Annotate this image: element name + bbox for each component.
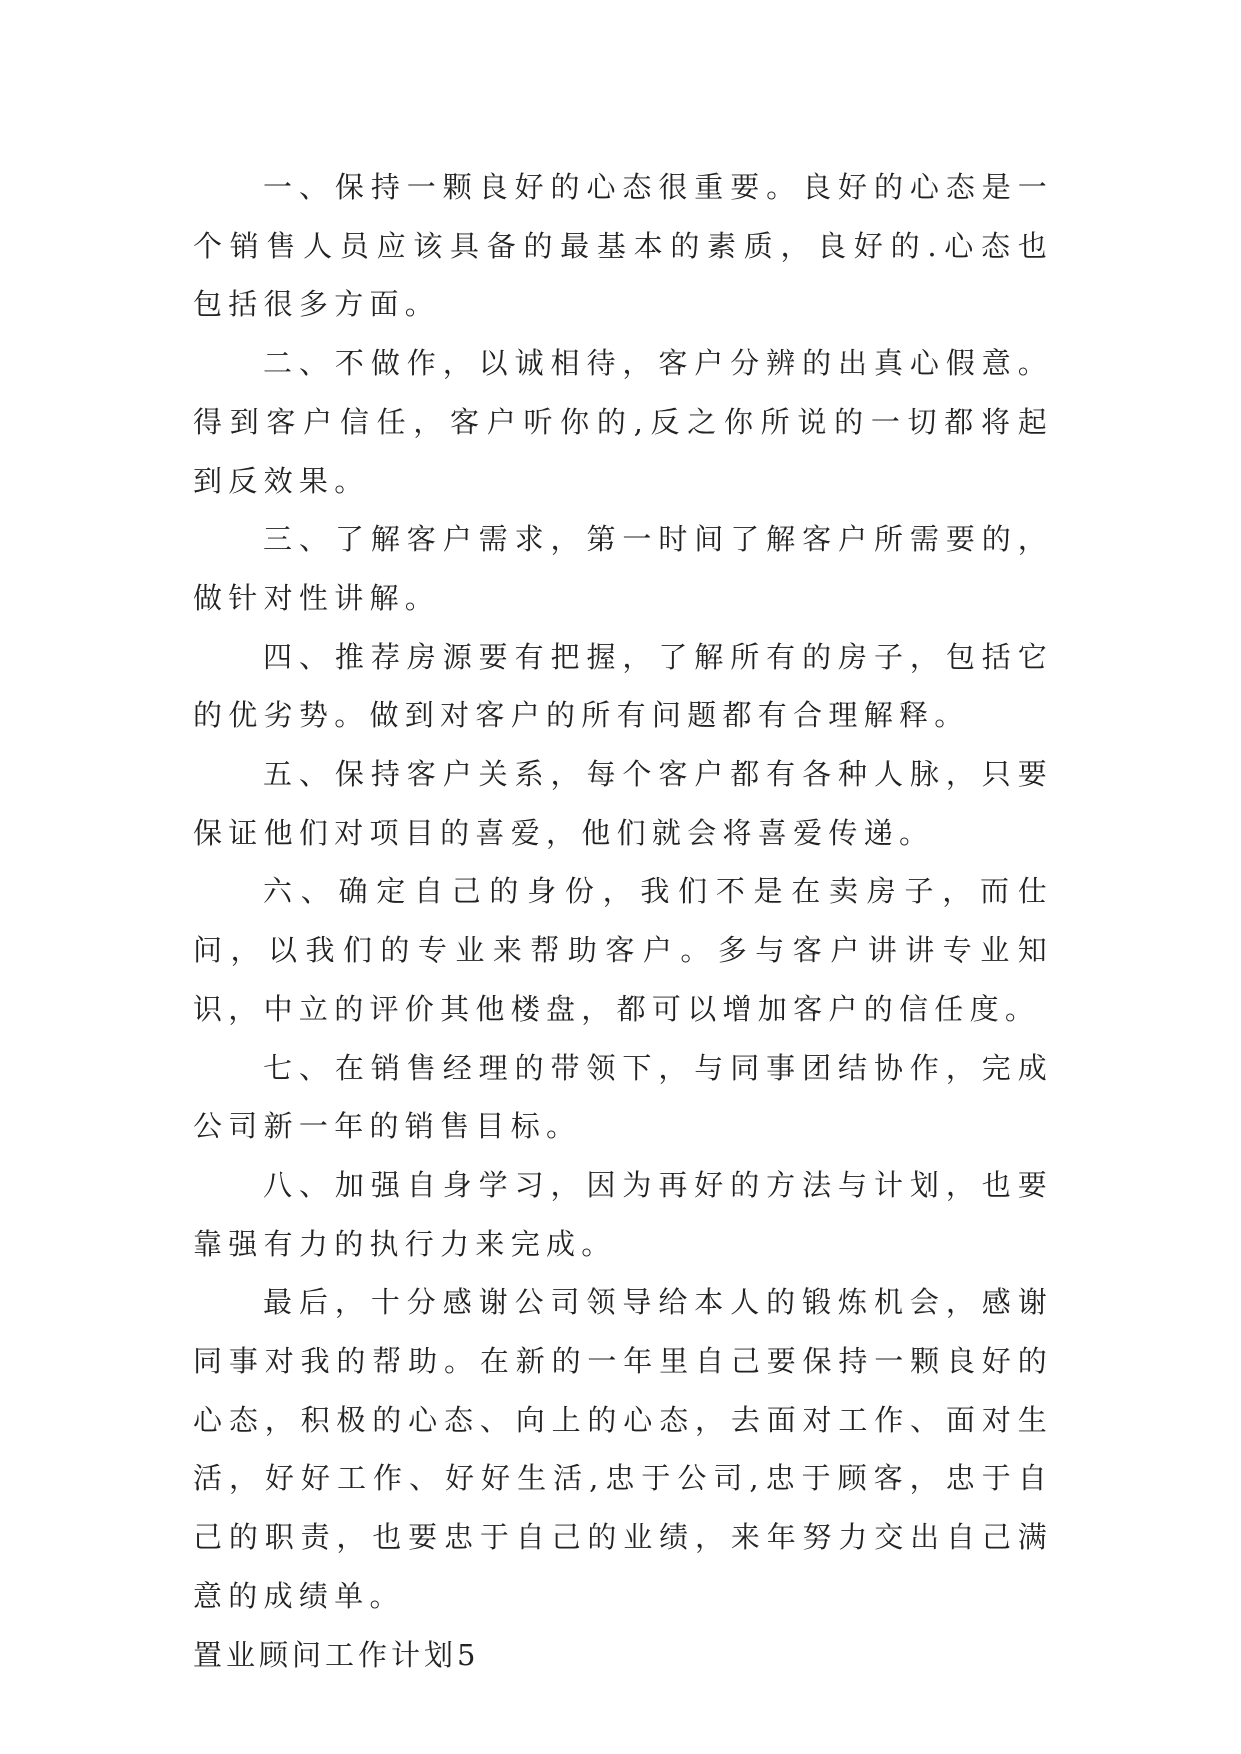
- section-heading: 置业顾问工作计划5: [193, 1637, 480, 1672]
- document-body: [193, 158, 1053, 1684]
- paragraph-closing: 最后，十分感谢公司领导给本人的锻炼机会，感谢同事对我的帮助。在新的一年里自己要保持一颗良好的心态，积极的心态、向上的心态，去面对工作、面对生活，好好工作、好好生活,忠于公司,忠于顾客，忠于自己的职责，也要忠于自己的业绩，来年努力交出自己满意的成绩单。: [193, 1285, 1053, 1613]
- paragraph-2: 二、不做作，以诚相待，客户分辨的出真心假意。得到客户信任，客户听你的,反之你所说的一切都将起到反效果。: [193, 346, 1053, 498]
- paragraph-3: 三、了解客户需求，第一时间了解客户所需要的，做针对性讲解。: [193, 522, 1053, 615]
- paragraph-7: 七、在销售经理的带领下，与同事团结协作，完成公司新一年的销售目标。: [193, 1050, 1053, 1144]
- paragraph-5: 五、保持客户关系，每个客户都有各种人脉，只要保证他们对项目的喜爱，他们就会将喜爱传递。: [193, 757, 1053, 850]
- paragraph-6: 六、确定自己的身份，我们不是在卖房子，而仕问，以我们的专业来帮助客户。多与客户讲讲专业知识，中立的评价其他楼盘，都可以增加客户的信任度。: [193, 874, 1053, 1026]
- paragraph-4: 四、推荐房源要有把握，了解所有的房子，包括它的优劣势。做到对客户的所有问题都有合理解释。: [193, 639, 1053, 733]
- paragraph-1: 一、保持一颗良好的心态很重要。良好的心态是一个销售人员应该具备的最基本的素质，良好的.心态也包括很多方面。: [193, 170, 1053, 322]
- paragraph-8: 八、加强自身学习，因为再好的方法与计划，也要靠强有力的执行力来完成。: [193, 1167, 1053, 1261]
